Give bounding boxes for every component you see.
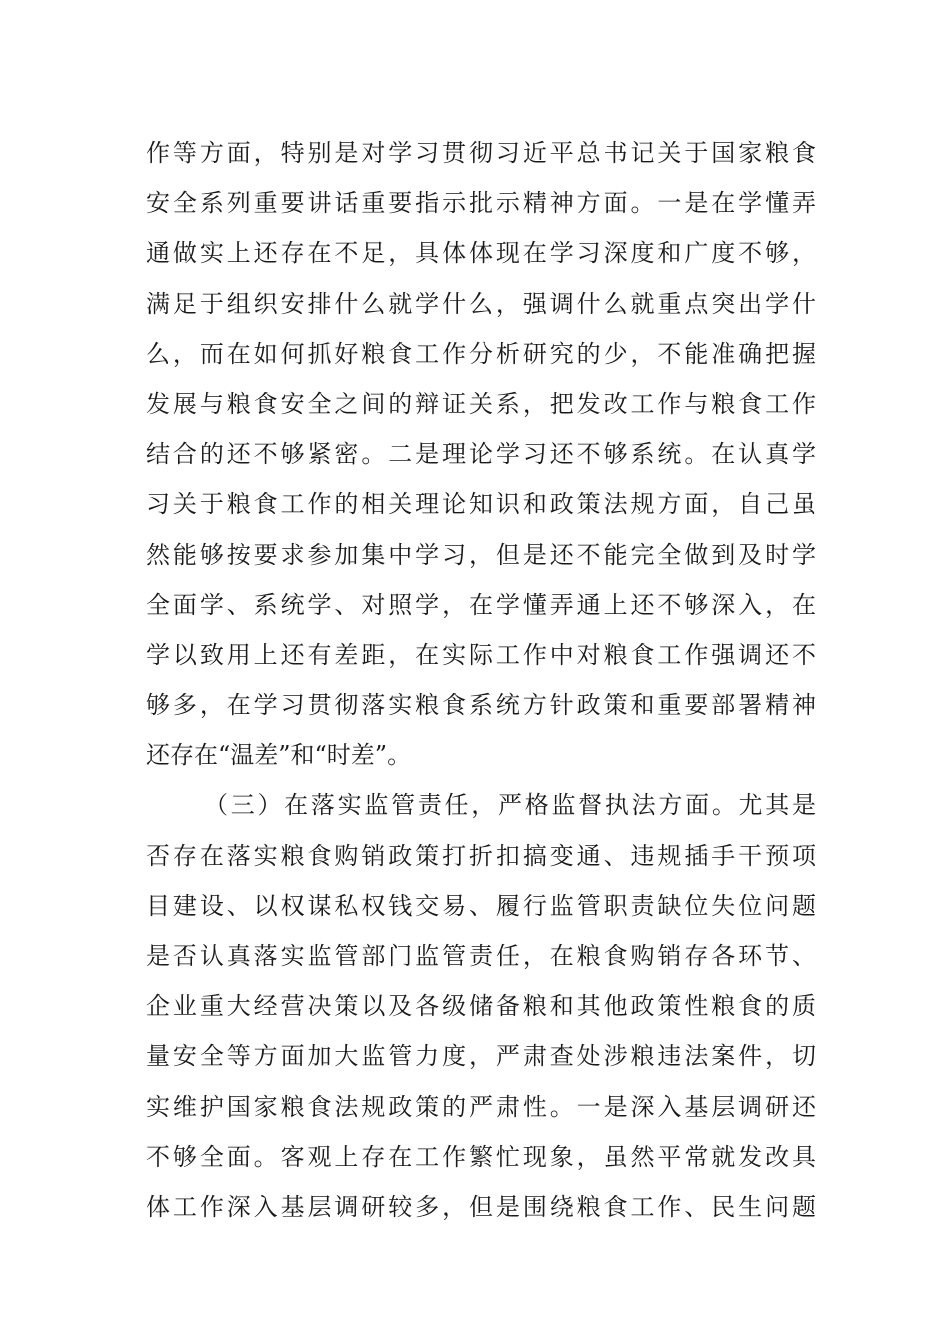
text-line: 满足于组织安排什么就学什么，强调什么就重点突出学什 (146, 289, 816, 318)
text-line: 目建设、以权谋私权钱交易、履行监管职责缺位失位问题 (146, 891, 816, 920)
text-line: 通做实上还存在不足，具体体现在学习深度和广度不够， (146, 239, 816, 268)
text-line: 否存在落实粮食购销政策打折扣搞变通、违规插手干预项 (146, 841, 816, 870)
text-line: 然能够按要求参加集中学习，但是还不能完全做到及时学 (146, 540, 816, 569)
text-line: 全面学、系统学、对照学，在学懂弄通上还不够深入，在 (146, 590, 816, 619)
section-heading-line: （三）在落实监管责任，严格监督执法方面。尤其是 (204, 791, 816, 820)
text-line: 不够全面。客观上存在工作繁忙现象，虽然平常就发改具 (146, 1142, 816, 1171)
text-line: 发展与粮食安全之间的辩证关系，把发改工作与粮食工作 (146, 389, 816, 418)
text-line: 够多，在学习贯彻落实粮食系统方针政策和重要部署精神 (146, 691, 816, 720)
text-line: 学以致用上还有差距，在实际工作中对粮食工作强调还不 (146, 640, 816, 669)
text-line: 体工作深入基层调研较多，但是围绕粮食工作、民生问题 (146, 1192, 816, 1221)
text-line: 实维护国家粮食法规政策的严肃性。一是深入基层调研还 (146, 1092, 816, 1121)
document-body (146, 128, 816, 1232)
text-line: 企业重大经营决策以及各级储备粮和其他政策性粮食的质 (146, 992, 816, 1021)
text-line: 量安全等方面加大监管力度，严肃查处涉粮违法案件，切 (146, 1042, 816, 1071)
text-line: 作等方面，特别是对学习贯彻习近平总书记关于国家粮食 (146, 139, 816, 167)
text-line: 习关于粮食工作的相关理论知识和政策法规方面，自己虽 (146, 490, 816, 519)
text-line: 么，而在如何抓好粮食工作分析研究的少，不能准确把握 (146, 339, 816, 368)
text-line: 安全系列重要讲话重要指示批示精神方面。一是在学懂弄 (146, 189, 816, 218)
text-line: 结合的还不够紧密。二是理论学习还不够系统。在认真学 (146, 440, 816, 469)
paragraph-end-line: 还存在“温差”和“时差”。 (146, 741, 412, 770)
text-line: 是否认真落实监管部门监管责任，在粮食购销存各环节、 (146, 942, 816, 970)
